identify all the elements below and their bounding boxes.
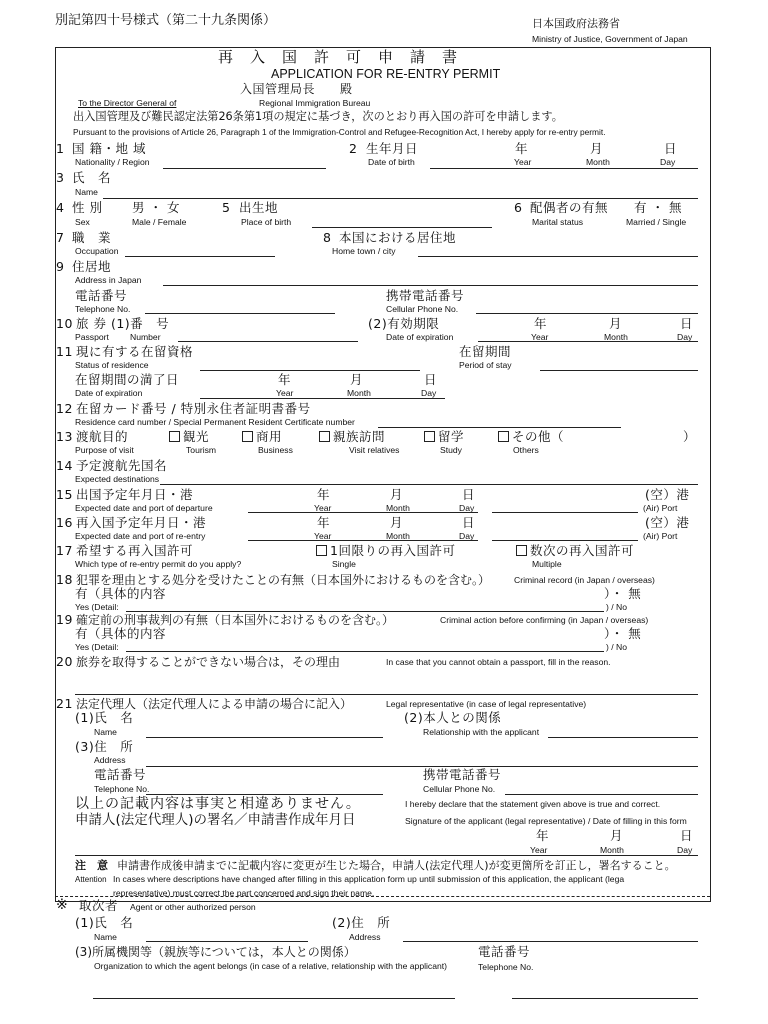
birth-year-ja: 年 [515, 141, 529, 156]
hometown-input-line[interactable] [418, 256, 698, 257]
criminal-action-no-ja[interactable]: ）・ 無 [604, 626, 642, 641]
field-19-label-en: Criminal action before confirming (in Japan / overseas) [440, 615, 649, 625]
agent-addr-input-line[interactable] [403, 941, 698, 942]
field-9-label-ja: 住居地 [72, 259, 112, 274]
rep-rel-input-line[interactable] [548, 737, 698, 738]
stay-year-ja: 年 [278, 372, 292, 387]
rep-name-label-ja: (1)氏 名 [75, 710, 134, 725]
to-director-en: To the Director General of [78, 98, 177, 108]
passport-exp-input-line[interactable] [478, 341, 698, 342]
attention-text-en-2: representative) must correct the part concerned and sign their name. [113, 888, 375, 898]
purpose-tourism-option[interactable] [169, 431, 209, 444]
title-en: APPLICATION FOR RE-ENTRY PERMIT [271, 67, 501, 81]
agent-tel-input-line[interactable] [512, 998, 698, 999]
field-21-label-ja: 法定代理人（法定代理人による申請の場合に記入） [76, 697, 353, 711]
reentry-day-en: Day [459, 531, 475, 541]
nationality-input-line[interactable] [163, 168, 326, 169]
field-13-label-ja: 渡航目的 [76, 429, 129, 444]
depart-date-input-line[interactable] [248, 512, 478, 513]
field-1-number: 1 [56, 141, 65, 156]
passport-exp-label-ja: (2)有効期限 [368, 316, 440, 331]
stay-exp-input-line[interactable] [200, 398, 445, 399]
criminal-action-no-en: ) / No [606, 642, 628, 652]
field-6-label-ja: 配偶者の有無 [530, 200, 609, 215]
field-13-number: 13 [56, 429, 73, 444]
field-14-label-ja: 予定渡航先国名 [76, 458, 168, 473]
field-15-number: 15 [56, 487, 73, 502]
cell-label-en: Cellular Phone No. [386, 304, 459, 314]
cell-input-line[interactable] [476, 313, 698, 314]
purpose-business-en: Business [258, 445, 293, 455]
agent-label-ja: 取次者 [79, 898, 119, 913]
field-5-number: 5 [222, 200, 231, 215]
agent-tel-label-ja: 電話番号 [478, 944, 531, 959]
rep-name-input-line[interactable] [146, 737, 383, 738]
rep-addr-label-ja: (3)住 所 [75, 739, 134, 754]
rep-tel-input-line[interactable] [146, 794, 383, 795]
permit-single-label: 1回限りの再入国許可 [330, 543, 456, 558]
passport-reason-input-line[interactable] [75, 694, 698, 695]
purpose-others-close: ） [683, 429, 697, 444]
permit-multiple-checkbox[interactable] [516, 545, 527, 556]
agent-name-label-en: Name [94, 932, 117, 942]
ministry-ja: 日本国政府法務省 [532, 17, 620, 30]
agent-addr-label-ja: (2)住 所 [332, 915, 391, 930]
reentry-date-input-line[interactable] [248, 540, 478, 541]
field-1-label-ja: 国 籍・地 域 [72, 141, 146, 156]
rep-addr-input-line[interactable] [146, 766, 698, 767]
field-4-number: 4 [56, 200, 65, 215]
field-2-number: 2 [349, 141, 358, 156]
birth-year-en: Year [514, 157, 532, 167]
rep-rel-label-ja: (2)本人との関係 [404, 710, 502, 725]
bureau-en: Regional Immigration Bureau [259, 98, 371, 108]
agent-section-divider [55, 896, 710, 897]
field-7-number: 7 [56, 230, 65, 245]
criminal-record-no-en: ) / No [606, 602, 628, 612]
attention-text-en-1: In cases where descriptions have changed after filling in this application form up until submission of this application, the applicant (lega [113, 874, 625, 884]
field-12-label-en: Residence card number / Special Permanent Resident Certificate number [75, 417, 355, 427]
purpose-study-option[interactable] [424, 431, 464, 444]
field-10-passport-en: Passport [75, 332, 109, 342]
field-21-number: 21 [56, 696, 73, 711]
residence-card-input-line[interactable] [378, 427, 621, 428]
attention-label-en: Attention [75, 875, 107, 884]
birthplace-input-line[interactable] [312, 227, 492, 228]
purpose-relatives-en: Visit relatives [349, 445, 400, 455]
marital-options-en: Married / Single [626, 217, 687, 227]
form-right-border [710, 47, 711, 902]
purpose-others-label: その他（ [512, 429, 565, 444]
cell-label-ja: 携帯電話番号 [386, 288, 465, 303]
passport-exp-label-en: Date of expiration [386, 332, 454, 342]
tel-label-en: Telephone No. [75, 304, 131, 314]
reentry-month-ja: 月 [390, 515, 404, 530]
rep-cell-label-ja: 携帯電話番号 [423, 767, 502, 782]
permit-single-option[interactable] [316, 545, 455, 558]
criminal-record-yes-ja[interactable]: 有（具体的内容 [75, 586, 167, 601]
agent-mark: ※ [56, 897, 68, 913]
occupation-input-line[interactable] [125, 256, 275, 257]
agent-addr-label-en: Address [349, 932, 381, 942]
field-20-number: 20 [56, 654, 73, 669]
birth-day-en: Day [660, 157, 676, 167]
declaration-ja: 以上の記載内容は事実と相違ありません。 [75, 796, 361, 812]
field-14-label-en: Expected destinations [75, 474, 160, 484]
sign-year-en: Year [530, 845, 548, 855]
purpose-relatives-option[interactable] [319, 431, 385, 444]
declaration-en: I hereby declare that the statement given above is true and correct. [405, 799, 661, 809]
rep-addr-label-en: Address [94, 755, 126, 765]
field-10-label-ja: 旅 券 (1)番 号 [76, 316, 170, 331]
criminal-action-yes-en: Yes (Detail: [75, 642, 119, 652]
field-20-label-en: In case that you cannot obtain a passport, fill in the reason. [386, 657, 611, 667]
permit-multiple-option[interactable] [516, 545, 634, 558]
field-18-label-ja: 犯罪を理由とする処分を受けたことの有無（日本国外におけるものを含む。） [76, 573, 491, 587]
purpose-others-checkbox[interactable] [498, 431, 509, 442]
signature-label-ja: 申請人(法定代理人)の署名／申請書作成年月日 [75, 812, 356, 828]
reentry-port-ja: (空）港 [645, 515, 690, 530]
field-2-label-ja: 生年月日 [366, 141, 419, 156]
rep-cell-input-line[interactable] [505, 794, 698, 795]
depart-port-input-line[interactable] [492, 512, 638, 513]
birth-date-input-line[interactable] [430, 168, 698, 169]
stay-month-en: Month [347, 388, 371, 398]
field-7-label-ja: 職 業 [72, 230, 112, 245]
permit-single-checkbox[interactable] [316, 545, 327, 556]
field-6-number: 6 [514, 200, 523, 215]
agent-tel-label-en: Telephone No. [478, 962, 534, 972]
criminal-record-detail-line[interactable] [126, 611, 604, 612]
tel-input-line[interactable] [145, 313, 335, 314]
field-11-number: 11 [56, 344, 73, 359]
passport-month-en: Month [604, 332, 628, 342]
rep-rel-label-en: Relationship with the applicant [423, 727, 540, 737]
field-14-number: 14 [56, 458, 73, 473]
reentry-year-ja: 年 [317, 515, 331, 530]
period-input-line[interactable] [540, 370, 698, 371]
reentry-year-en: Year [314, 531, 332, 541]
field-19-label-ja: 確定前の刑事裁判の有無（日本国外におけるものを含む。） [76, 613, 395, 627]
permit-single-en: Single [332, 559, 356, 569]
stay-day-en: Day [421, 388, 437, 398]
field-8-label-en: Home town / city [332, 246, 396, 256]
field-4-label-en: Sex [75, 217, 90, 227]
agent-name-label-ja: (1)氏 名 [75, 915, 134, 930]
sign-month-ja: 月 [610, 828, 624, 843]
purpose-relatives-label: 親族訪問 [333, 429, 386, 444]
attention-label-ja: 注 意 [75, 859, 108, 872]
period-label-en: Period of stay [459, 360, 512, 370]
passport-day-en: Day [677, 332, 693, 342]
purpose-others-option[interactable] [498, 431, 564, 444]
signature-label-en: Signature of the applicant (legal representative) / Date of filling in this form [405, 816, 687, 826]
field-8-label-ja: 本国における居住地 [339, 230, 457, 245]
title-ja: 再 入 国 許 可 申 請 書 [218, 48, 459, 66]
field-9-label-en: Address in Japan [75, 275, 142, 285]
field-16-number: 16 [56, 515, 73, 530]
reentry-day-ja: 日 [462, 515, 476, 530]
sex-options-en: Male / Female [132, 217, 187, 227]
field-6-label-en: Marital status [532, 217, 584, 227]
field-5-label-en: Place of birth [241, 217, 292, 227]
marital-options-ja[interactable]: 有 ・ 無 [634, 200, 682, 215]
field-4-label-ja: 性 別 [72, 200, 103, 215]
purpose-tourism-en: Tourism [186, 445, 217, 455]
reentry-port-input-line[interactable] [492, 540, 638, 541]
field-18-number: 18 [56, 572, 73, 587]
period-label-ja: 在留期間 [459, 344, 512, 359]
reentry-port-en: (Air) Port [643, 531, 678, 541]
criminal-record-no-ja[interactable]: ）・ 無 [604, 586, 642, 601]
passport-number-input-line[interactable] [178, 341, 358, 342]
intro-ja: 出入国管理及び難民認定法第26条第1項の規定に基づき，次のとおり再入国の許可を申請します。 [73, 110, 563, 123]
rep-name-label-en: Name [94, 727, 117, 737]
field-3-number: 3 [56, 170, 65, 185]
field-16-label-ja: 再入国予定年月日・港 [76, 515, 207, 530]
stay-month-ja: 月 [350, 372, 364, 387]
sign-day-ja: 日 [680, 828, 694, 843]
stay-day-ja: 日 [424, 372, 438, 387]
field-1-label-en: Nationality / Region [75, 157, 150, 167]
form-number: 別記第四十号様式（第二十九条関係） [55, 13, 277, 28]
tel-label-ja: 電話番号 [75, 288, 128, 303]
purpose-business-option[interactable] [242, 431, 282, 444]
sex-options-ja[interactable]: 男 ・ 女 [132, 200, 180, 215]
signature-input-line[interactable] [75, 855, 698, 856]
field-19-number: 19 [56, 612, 73, 627]
purpose-relatives-checkbox[interactable] [319, 431, 330, 442]
purpose-tourism-checkbox[interactable] [169, 431, 180, 442]
field-12-number: 12 [56, 401, 73, 416]
depart-year-ja: 年 [317, 487, 331, 502]
depart-port-ja: (空）港 [645, 487, 690, 502]
stay-exp-label-ja: 在留期間の満了日 [75, 372, 180, 387]
field-5-label-ja: 出生地 [239, 200, 279, 215]
ministry-en: Ministry of Justice, Government of Japan [532, 34, 688, 44]
sign-year-ja: 年 [536, 828, 550, 843]
passport-day-ja: 日 [680, 316, 694, 331]
depart-port-en: (Air) Port [643, 503, 678, 513]
field-21-label-en: Legal representative (in case of legal representative) [386, 699, 587, 709]
purpose-study-en: Study [440, 445, 462, 455]
field-9-number: 9 [56, 259, 65, 274]
agent-org-label-en: Organization to which the agent belongs (in case of a relative, relationship with the applicant) [94, 961, 448, 971]
field-7-label-en: Occupation [75, 246, 119, 256]
criminal-action-detail-line[interactable] [126, 651, 604, 652]
field-17-number: 17 [56, 543, 73, 558]
field-17-label-ja: 希望する再入国許可 [76, 543, 194, 558]
birth-day-ja: 日 [664, 141, 678, 156]
field-2-label-en: Date of birth [368, 157, 415, 167]
field-10-number: 10 [56, 316, 73, 331]
field-16-label-en: Expected date and port of re-entry [75, 531, 206, 541]
field-12-label-ja: 在留カード番号 / 特別永住者証明書番号 [76, 401, 311, 416]
criminal-action-yes-ja[interactable]: 有（具体的内容 [75, 626, 167, 641]
passport-year-en: Year [531, 332, 549, 342]
purpose-study-checkbox[interactable] [424, 431, 435, 442]
address-input-line[interactable] [163, 285, 698, 286]
stay-year-en: Year [276, 388, 294, 398]
agent-name-input-line[interactable] [146, 941, 308, 942]
passport-month-ja: 月 [609, 316, 623, 331]
name-input-line[interactable] [103, 198, 698, 199]
agent-org-input-line[interactable] [93, 998, 455, 999]
depart-year-en: Year [314, 503, 332, 513]
field-13-label-en: Purpose of visit [75, 445, 134, 455]
field-11-label-ja: 現に有する在留資格 [76, 344, 194, 359]
field-15-label-ja: 出国予定年月日・港 [76, 487, 194, 502]
field-15-label-en: Expected date and port of departure [75, 503, 213, 513]
sign-day-en: Day [677, 845, 693, 855]
purpose-others-en: Others [513, 445, 539, 455]
field-8-number: 8 [323, 230, 332, 245]
status-input-line[interactable] [200, 370, 420, 371]
field-11-label-en: Status of residence [75, 360, 149, 370]
birth-month-en: Month [586, 157, 610, 167]
passport-year-ja: 年 [534, 316, 548, 331]
stay-exp-label-en: Date of expiration [75, 388, 143, 398]
reentry-month-en: Month [386, 531, 410, 541]
attention-text-ja: 申請書作成後申請までに記載内容に変更が生じた場合，申請人(法定代理人)が変更箇所を訂正し，署名すること。 [117, 859, 676, 872]
depart-month-ja: 月 [390, 487, 404, 502]
field-20-label-ja: 旅券を取得することができない場合は，その理由 [76, 655, 341, 669]
agent-label-en: Agent or other authorized person [130, 902, 256, 912]
field-17-label-en: Which type of re-entry permit do you apply? [75, 559, 242, 569]
purpose-business-checkbox[interactable] [242, 431, 253, 442]
permit-multiple-en: Multiple [532, 559, 562, 569]
depart-day-en: Day [459, 503, 475, 513]
depart-day-ja: 日 [462, 487, 476, 502]
sign-month-en: Month [600, 845, 624, 855]
agent-org-label-ja: (3)所属機関等（親族等については，本人との関係） [75, 945, 356, 959]
purpose-tourism-label: 観光 [183, 429, 210, 444]
field-18-label-en: Criminal record (in Japan / overseas) [514, 575, 655, 585]
permit-multiple-label: 数次の再入国許可 [530, 543, 635, 558]
destinations-input-line[interactable] [160, 484, 698, 485]
depart-month-en: Month [386, 503, 410, 513]
birth-month-ja: 月 [590, 141, 604, 156]
rep-cell-label-en: Cellular Phone No. [423, 784, 496, 794]
field-3-label-ja: 氏 名 [72, 170, 112, 185]
rep-tel-label-en: Telephone No. [94, 784, 150, 794]
bureau-ja: 入国管理局長 殿 [240, 82, 353, 96]
intro-en: Pursuant to the provisions of Article 26, Paragraph 1 of the Immigration-Control and Refugee-Recognition Act, I hereby apply for re-entry permit. [73, 127, 606, 137]
purpose-business-label: 商用 [256, 429, 283, 444]
field-10-number-en: Number [130, 332, 161, 342]
field-3-label-en: Name [75, 187, 98, 197]
purpose-study-label: 留学 [438, 429, 465, 444]
rep-tel-label-ja: 電話番号 [94, 767, 147, 782]
criminal-record-yes-en: Yes (Detail: [75, 602, 119, 612]
